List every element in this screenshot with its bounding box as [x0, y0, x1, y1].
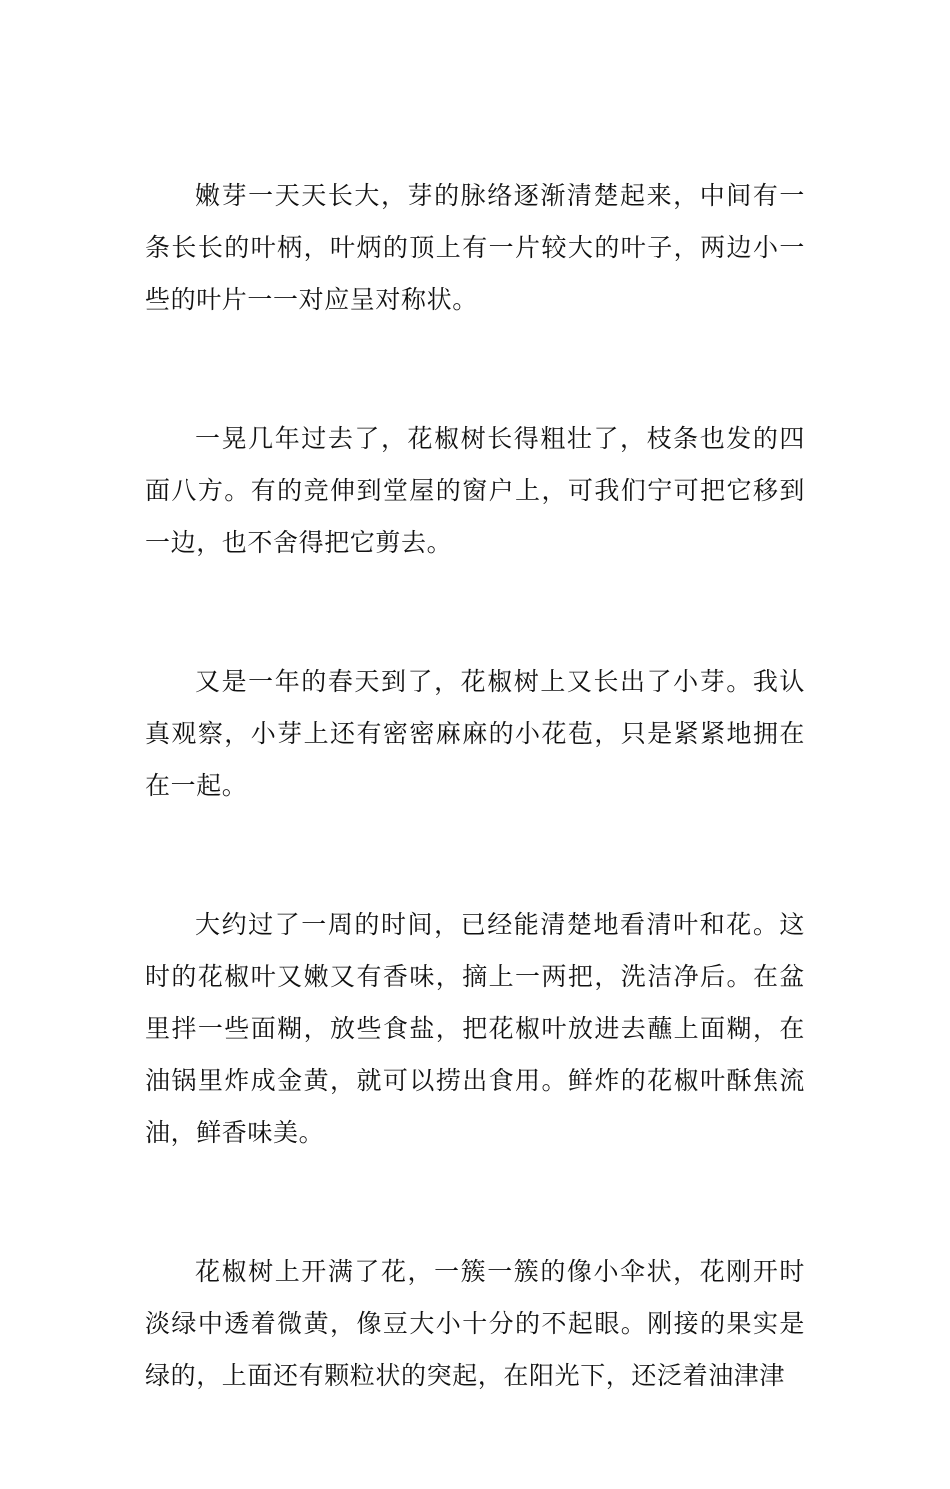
paragraph: 花椒树上开满了花，一簇一簇的像小伞状，花刚开时淡绿中透着微黄，像豆大小十分的不起眼。刚接的果实是绿的，上面还有颗粒状的突起，在阳光下，还泛着油津津	[145, 1257, 805, 1390]
paragraph: 一晃几年过去了，花椒树长得粗壮了，枝条也发的四面八方。有的竞伸到堂屋的窗户上，可我们宁可把它移到一边，也不舍得把它剪去。	[145, 424, 805, 557]
paragraph: 大约过了一周的时间，已经能清楚地看清叶和花。这时的花椒叶又嫩又有香味，摘上一两把，洗洁净后。在盆里拌一些面糊，放些食盐，把花椒叶放进去蘸上面糊，在油锅里炸成金黄，就可以捞出食用。鲜炸的花椒叶酥焦流油，鲜香味美。	[145, 910, 805, 1147]
paragraph: 又是一年的春天到了，花椒树上又长出了小芽。我认真观察，小芽上还有密密麻麻的小花苞，只是紧紧地拥在在一起。	[145, 667, 805, 800]
paragraph: 嫩芽一天天长大，芽的脉络逐渐清楚起来，中间有一条长长的叶柄，叶炳的顶上有一片较大的叶子，两边小一些的叶片一一对应呈对称状。	[145, 181, 805, 314]
document-body	[145, 170, 805, 1489]
